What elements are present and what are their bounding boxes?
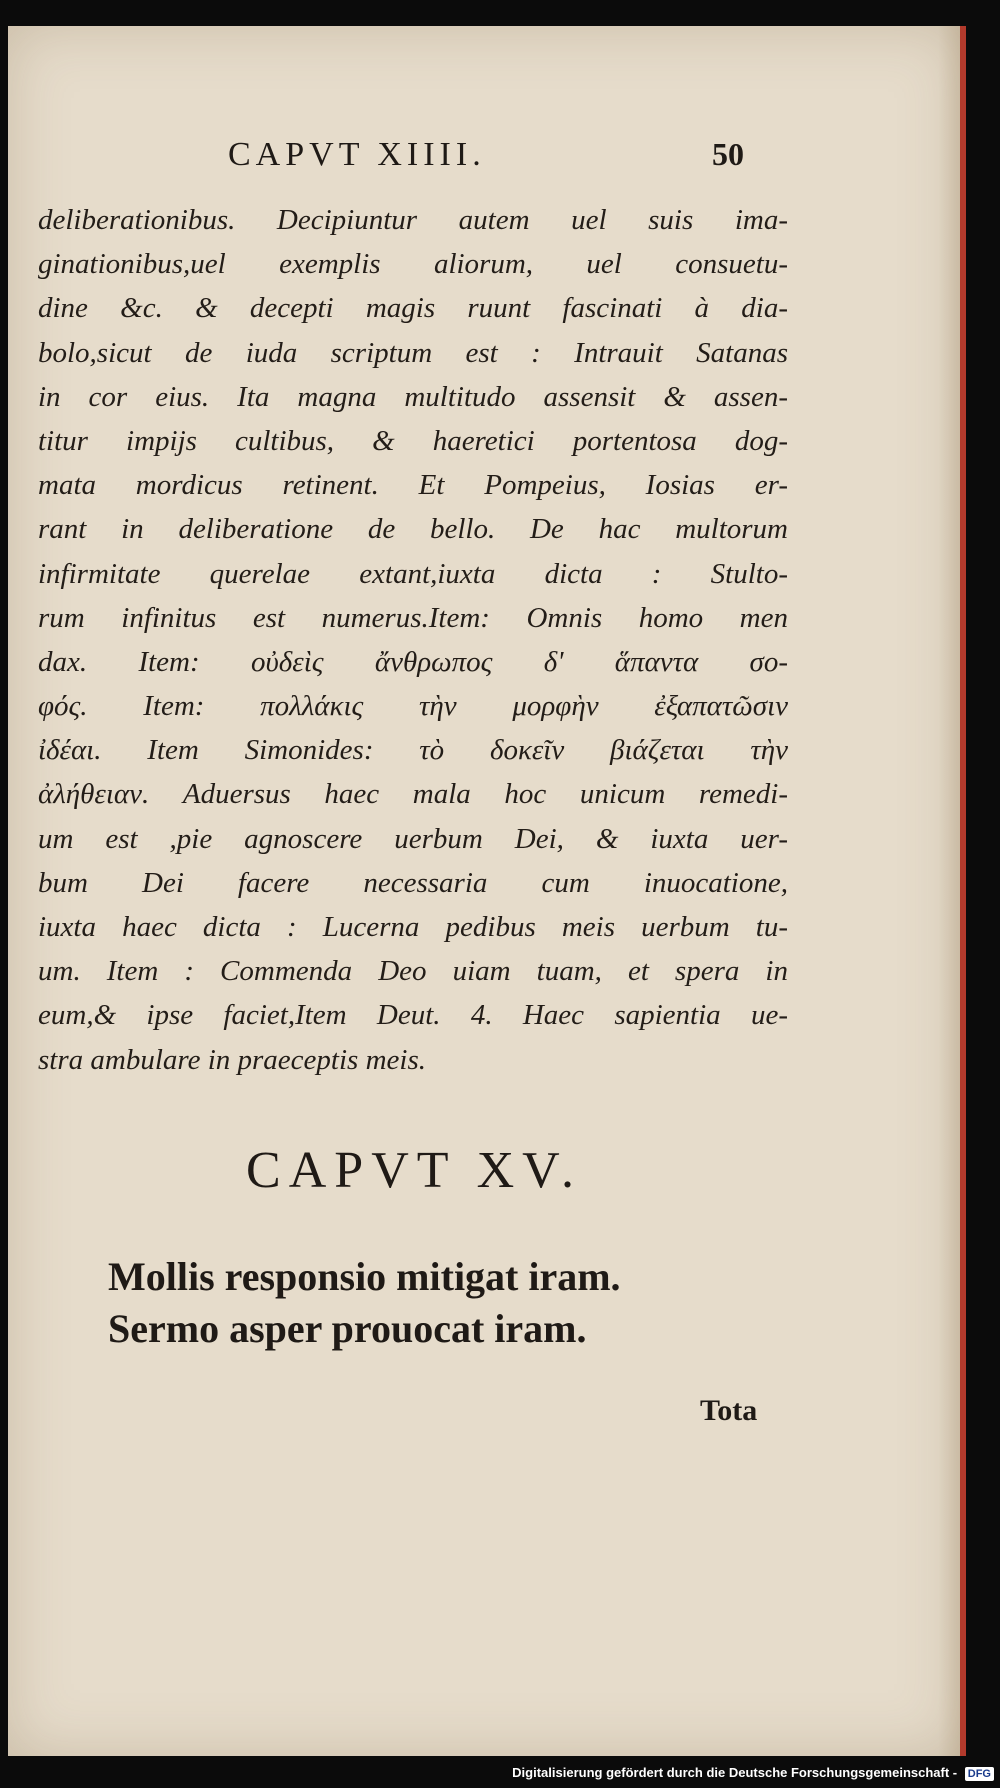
book-page: [8, 26, 966, 1756]
verse-block: [108, 1251, 621, 1355]
text-line: iuxta haec dicta : Lucerna pedibus meis uerbum tu-: [38, 911, 788, 943]
text-line: rant in deliberatione de bello. De hac multorum: [38, 513, 788, 546]
text-line: stra ambulare in praeceptis meis.: [38, 1043, 426, 1076]
text-line: deliberationibus. Decipiuntur autem uel suis ima-: [38, 204, 788, 236]
text-line: in cor eius. Ita magna multitudo assensit & assen-: [38, 380, 788, 413]
text-line: um est ,pie agnoscere uerbum Dei, & iuxta uer-: [38, 822, 788, 855]
digitization-footer: [0, 1762, 1000, 1788]
dfg-logo: DFG: [965, 1767, 994, 1781]
page-edge-shadow: [938, 26, 960, 1756]
text-line: um. Item : Commenda Deo uiam tuam, et spera in: [38, 955, 788, 988]
verse-line: Sermo asper prouocat iram.: [108, 1306, 587, 1351]
text-line: ἰδέαι. Item Simonides: τὸ δοκεῖν βιάζεται τὴν: [38, 734, 788, 767]
text-line: φός. Item: πολλάκις τὴν μορφὴν ἐξαπατῶσιν: [38, 690, 788, 723]
text-line: bum Dei facere necessaria cum inuocatione,: [38, 866, 788, 899]
running-head: [8, 136, 960, 186]
text-line: bolo,sicut de iuda scriptum est : Intrauit Satanas: [38, 336, 788, 369]
text-line: ἀλήθειαν. Aduersus haec mala hoc unicum remedi-: [38, 778, 788, 811]
chapter-heading: CAPVT XV.: [246, 1142, 582, 1199]
text-line: dine &c. & decepti magis ruunt fascinati à dia-: [38, 292, 788, 325]
running-head-title: CAPVT XIIII.: [228, 136, 486, 173]
body-text: [38, 198, 788, 1082]
text-line: mata mordicus retinent. Et Pompeius, Iosias er-: [38, 469, 788, 502]
verse-line: Mollis responsio mitigat iram.: [108, 1254, 621, 1299]
text-line: eum,& ipse faciet,Item Deut. 4. Haec sapientia ue-: [38, 999, 788, 1032]
text-line: infirmitate querelae extant,iuxta dicta : Stulto-: [38, 557, 788, 590]
catchword: Tota: [700, 1394, 758, 1427]
text-line: rum infinitus est numerus.Item: Omnis homo men: [38, 601, 788, 634]
text-line: dax. Item: οὐδεὶς ἄνθρωπος δ' ἅπαντα σο-: [38, 645, 788, 678]
text-line: ginationibus,uel exemplis aliorum, uel consuetu-: [38, 248, 788, 281]
page-number: 50: [712, 136, 744, 172]
footer-credit-text: Digitalisierung gefördert durch die Deutsche Forschungsgemeinschaft -: [512, 1765, 958, 1780]
footer-credit: [512, 1765, 994, 1781]
text-line: titur impijs cultibus, & haeretici portentosa dog-: [38, 424, 788, 457]
